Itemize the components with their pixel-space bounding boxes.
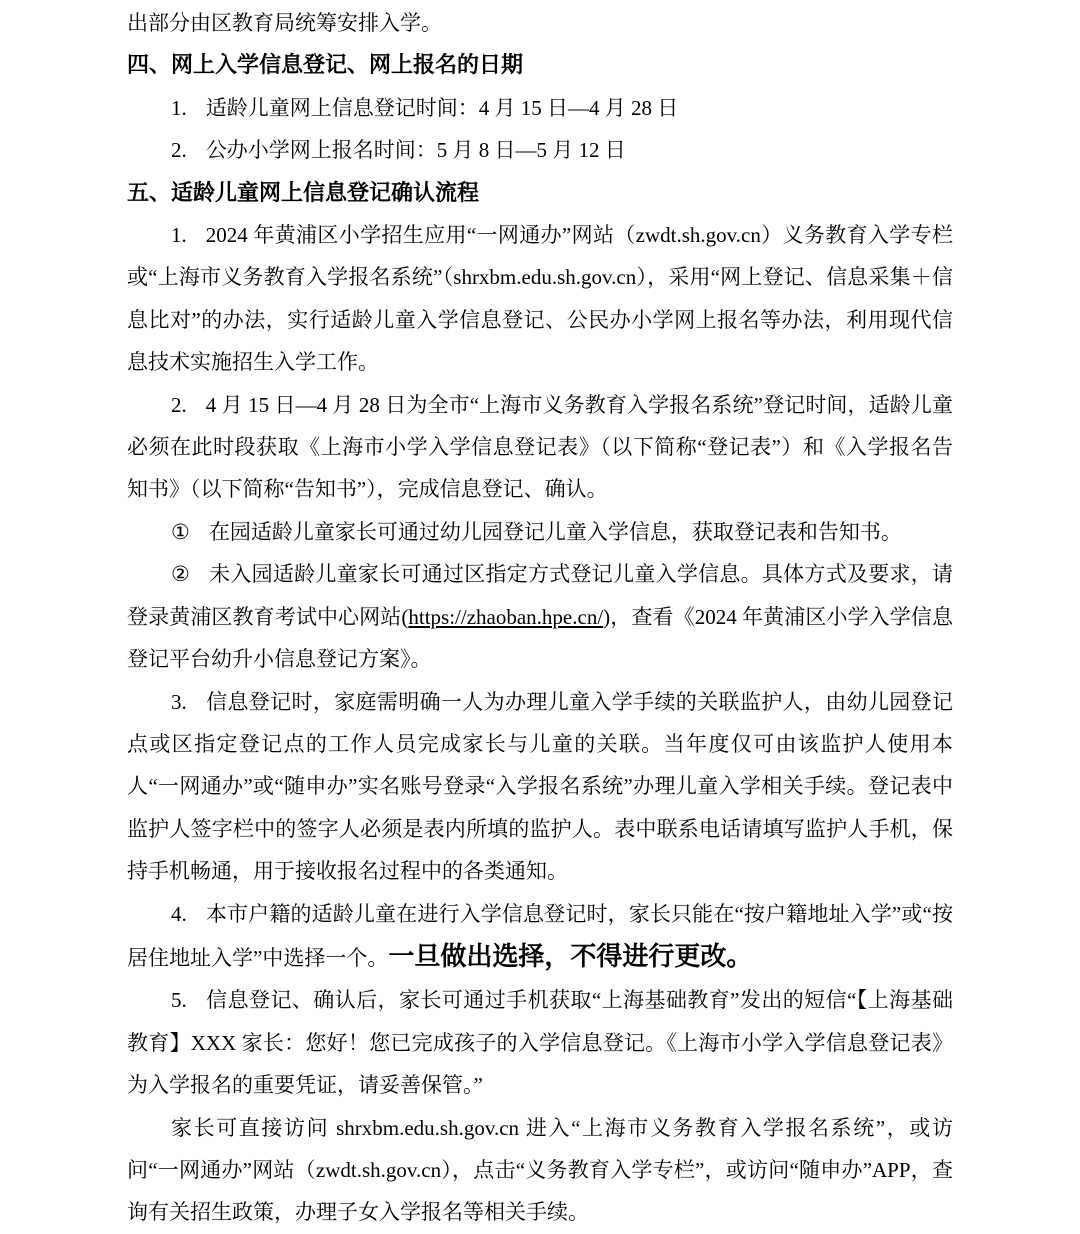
item-marker: 3. bbox=[171, 689, 187, 714]
paragraph-kindergarten-registration bbox=[127, 511, 953, 553]
zhaoban-link[interactable]: https://zhaoban.hpe.cn/ bbox=[408, 604, 604, 629]
date-item-signup-text: 公办小学网上报名时间：5 月 8 日—5 月 12 日 bbox=[205, 138, 626, 163]
paragraph-text: 未入园适龄儿童家长可通过区指定方式登记儿童入学信息。具体方式及要求，请登录黄浦区教育考试中心网站( bbox=[127, 562, 954, 629]
paragraph-non-kindergarten-registration bbox=[127, 553, 953, 680]
item-marker: 4. bbox=[171, 901, 187, 926]
paragraph-system-overview bbox=[127, 214, 953, 384]
paragraph-text: 本市户籍的适龄儿童在进行入学信息登记时，家长只能在“按户籍地址入学”或“按居住地址入学”中选择一个。 bbox=[127, 901, 953, 970]
date-item-registration bbox=[127, 87, 953, 129]
circled-two-marker: ② bbox=[171, 562, 191, 587]
date-item-signup bbox=[127, 129, 953, 171]
paragraph-text: 4 月 15 日—4 月 28 日为全市“上海市义务教育入学报名系统”登记时间，适龄儿童必须在此时段获取《上海市小学入学信息登记表》（以下简称“登记表”）和《入学报名告知书》（以下简称“告知书”），完成信息登记、确认。 bbox=[127, 392, 953, 502]
circled-one-marker: ① bbox=[171, 519, 190, 544]
section-heading-five: 五、适龄儿童网上信息登记确认流程 bbox=[127, 179, 480, 205]
paragraph-text: 2024 年黄浦区小学招生应用“一网通办”网站（zwdt.sh.gov.cn）义务教育入学专栏或“上海市义务教育入学报名系统”（shrxbm.edu.sh.gov.cn），采用“网上登记、信息采集＋信息比对”的办法，实行适龄儿童入学信息登记、公民办小学网上报名等办法，利用现代信息技术实施招生入学工作。 bbox=[127, 223, 953, 375]
paragraph-text: 信息登记时，家庭需明确一人为办理儿童入学手续的关联监护人，由幼儿园登记点或区指定登记点的工作人员完成家长与儿童的关联。当年度仅可由该监护人使用本人“一网通办”或“随申办”实名账号登录“入学报名系统”办理儿童入学相关手续。登记表中监护人签字栏中的签字人必须是表内所填的监护人。表中联系电话请填写监护人手机，保持手机畅通，用于接收报名过程中的各类通知。 bbox=[127, 689, 953, 884]
paragraph-access-channels bbox=[127, 1107, 953, 1234]
paragraph-text: )，查看《2024 年黄浦区小学入学信息登记平台幼升小信息登记方案》。 bbox=[127, 604, 953, 672]
bold-emphasis-text: 一旦做出选择，不得进行更改。 bbox=[388, 940, 753, 971]
date-item-registration-text: 适龄儿童网上信息登记时间：4 月 15 日—4 月 28 日 bbox=[205, 95, 679, 120]
item-marker: 2. bbox=[171, 392, 187, 417]
paragraph-text: 信息登记、确认后，家长可通过手机获取“上海基础教育”发出的短信“【上海基础教育】XXX 家长：您好！您已完成孩子的入学信息登记。《上海市小学入学信息登记表》为入学报名的重要凭证，请妥善保管。” bbox=[127, 988, 953, 1098]
section-heading-four: 四、网上入学信息登记、网上报名的日期 bbox=[127, 52, 524, 78]
paragraph-text: 在园适龄儿童家长可通过幼儿园登记儿童入学信息，获取登记表和告知书。 bbox=[208, 519, 902, 544]
item-marker: 1. bbox=[171, 95, 187, 120]
paragraph-text: 家长可直接访问 shrxbm.edu.sh.gov.cn 进入“上海市义务教育入学报名系统”，或访问“一网通办”网站（zwdt.sh.gov.cn），点击“义务教育入学专栏”，或访问“随申办”APP，查询有关招生政策，办理子女入学报名等相关手续。 bbox=[127, 1115, 953, 1225]
item-marker: 2. bbox=[171, 138, 187, 163]
paragraph-address-choice bbox=[127, 893, 953, 980]
paragraph-registration-period bbox=[127, 384, 953, 511]
item-marker: 5. bbox=[171, 988, 187, 1013]
paragraph-guardian-binding bbox=[127, 681, 953, 893]
paragraph-carryover: 出部分由区教育局统筹安排入学。 bbox=[127, 11, 442, 35]
paragraph-sms-confirmation bbox=[127, 979, 953, 1106]
item-marker: 1. bbox=[171, 223, 187, 248]
